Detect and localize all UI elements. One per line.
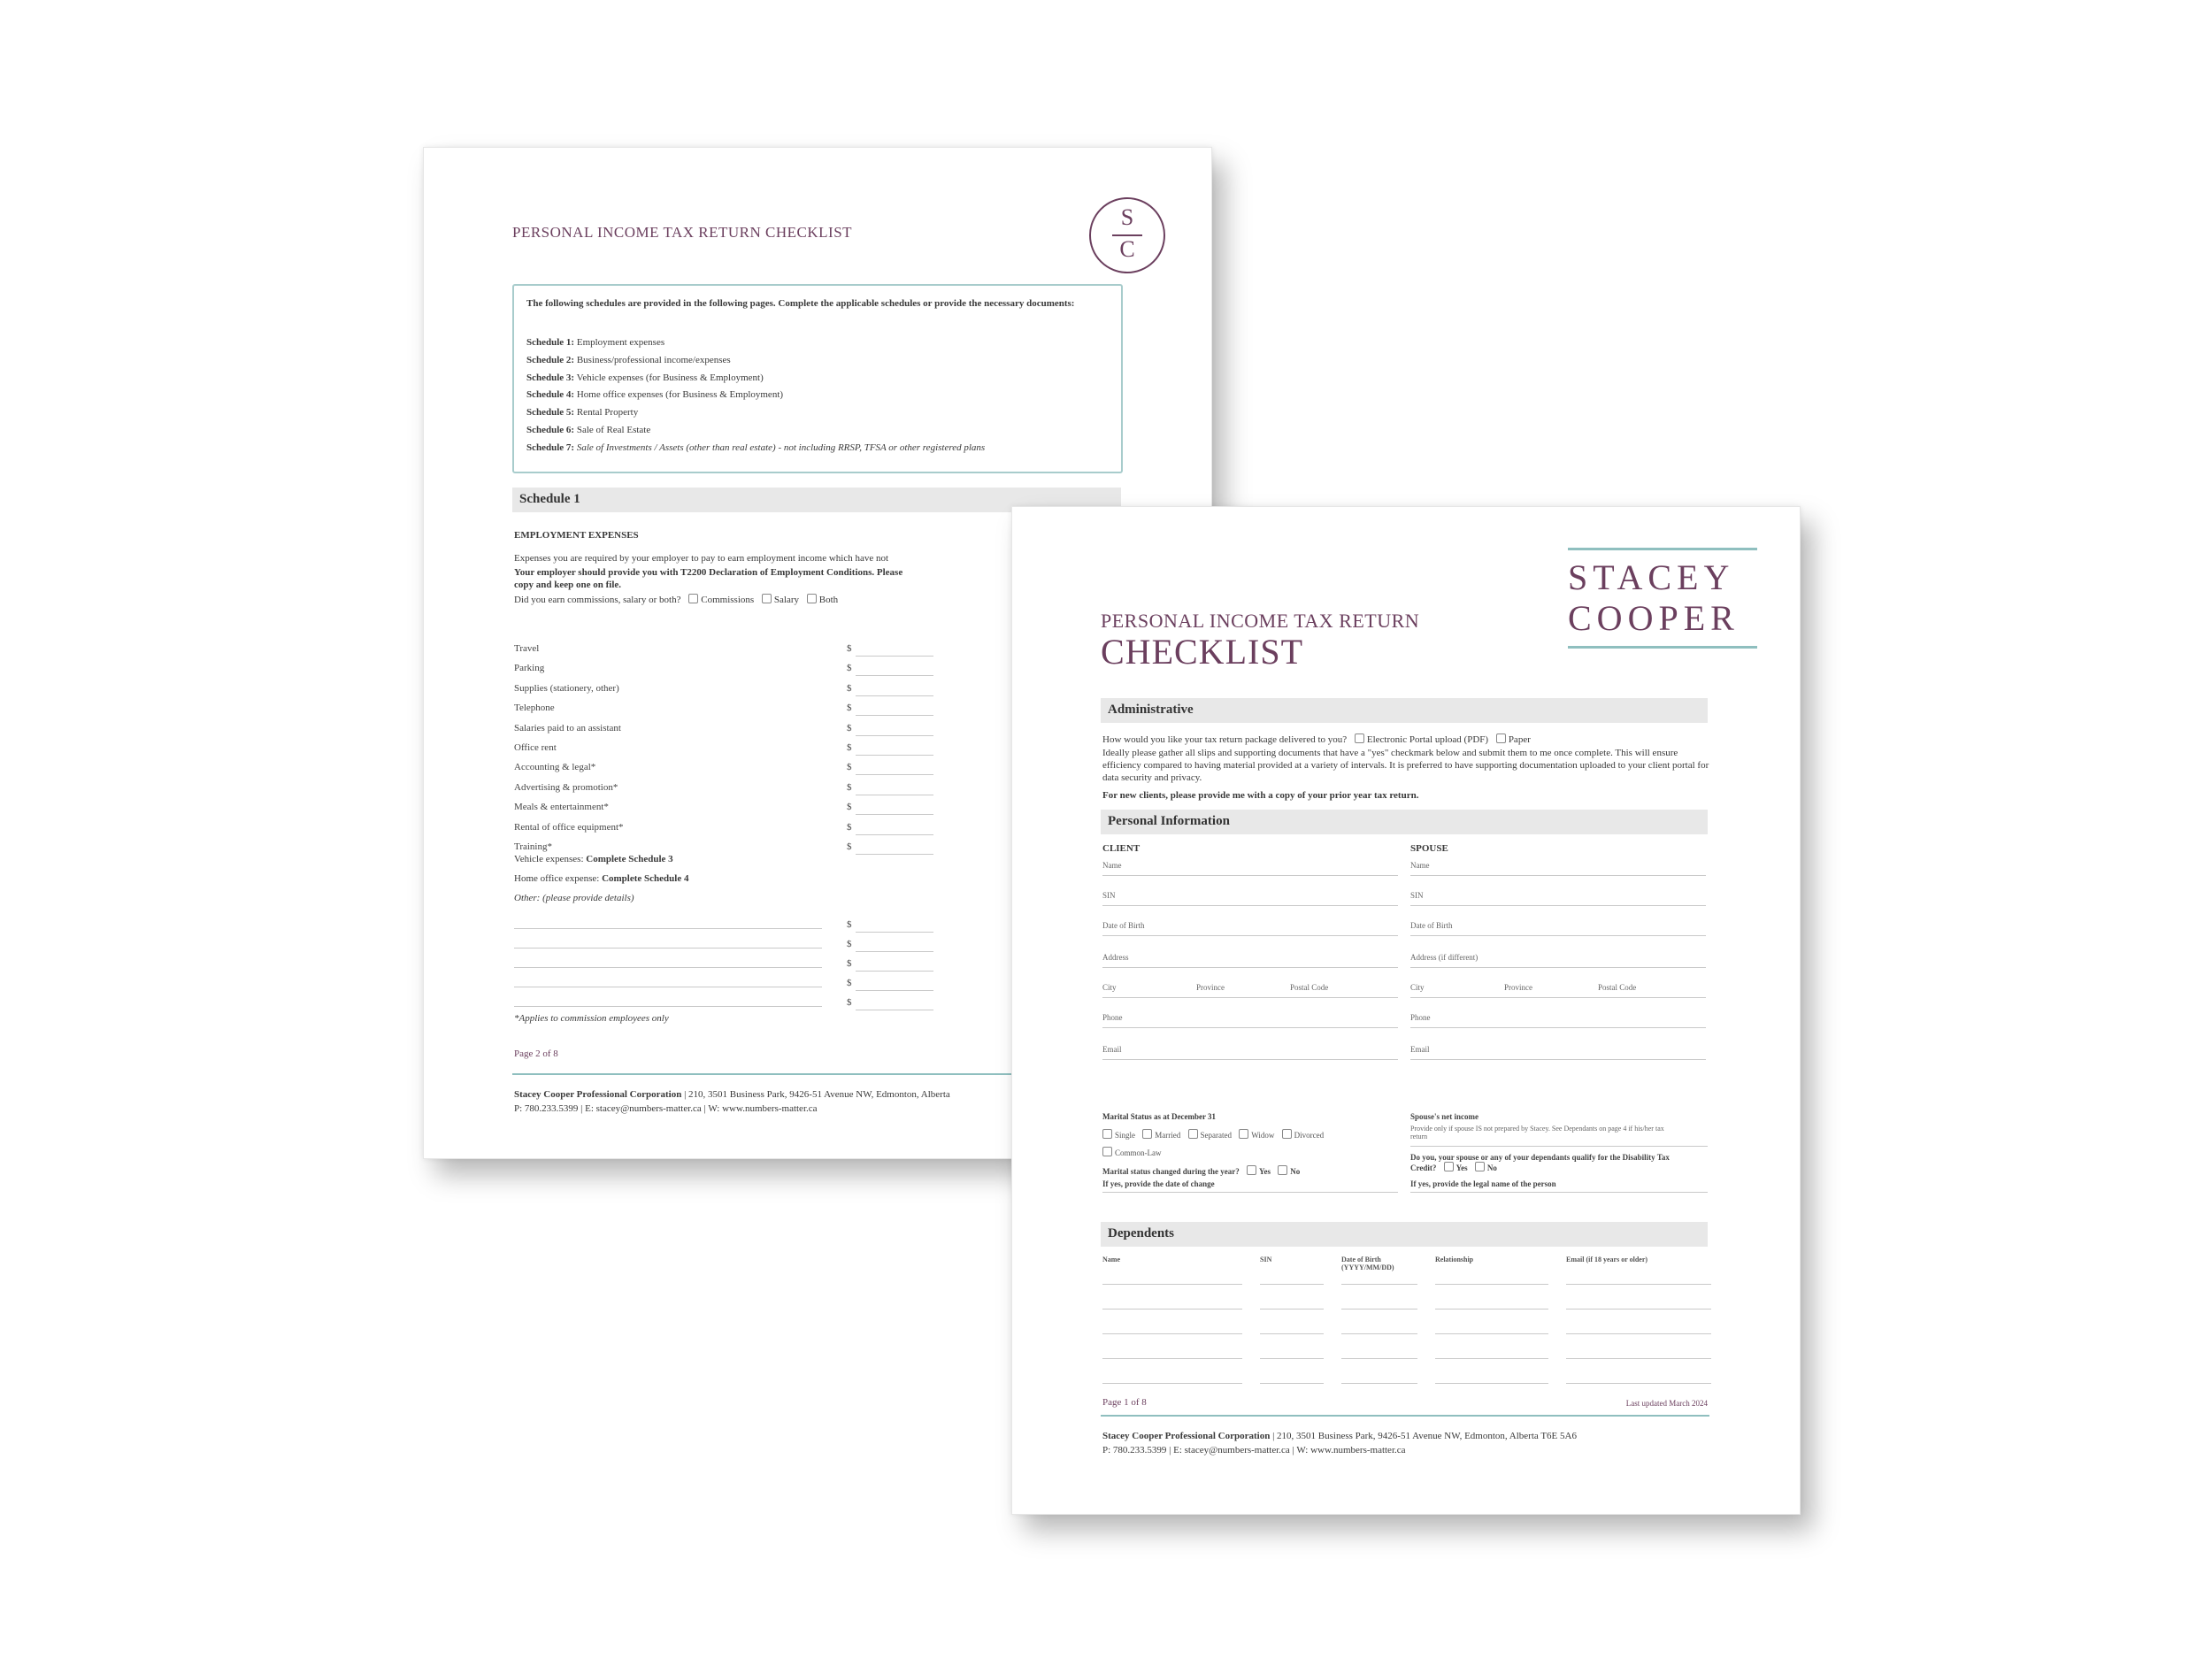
- client-field-label: City: [1102, 983, 1117, 992]
- section-bar-schedule-1: Schedule 1: [512, 488, 1121, 512]
- intro-line-1: Expenses you are required by your employer to pay to earn employment income which have not: [514, 553, 889, 564]
- client-input-line[interactable]: [1102, 1059, 1398, 1060]
- expense-amount-field[interactable]: [856, 695, 933, 696]
- expense-amount-field[interactable]: [856, 755, 933, 756]
- dollar-sign: $: [847, 958, 852, 969]
- back-page-title: PERSONAL INCOME TAX RETURN CHECKLIST: [512, 224, 853, 241]
- disability-question: Do you, your spouse or any of your dependants qualify for the Disability Tax Credit? Yes No: [1410, 1153, 1670, 1172]
- dollar-sign: $: [847, 939, 852, 949]
- other-expense-line: Other: (please provide details): [514, 893, 634, 903]
- client-input-line[interactable]: [1102, 997, 1398, 998]
- client-input-line[interactable]: [1102, 905, 1398, 906]
- front-footer-divider: [1101, 1415, 1709, 1417]
- dependent-cell[interactable]: [1435, 1309, 1548, 1310]
- spouse-field-label: SIN: [1410, 891, 1424, 900]
- footnote: *Applies to commission employees only: [514, 1013, 669, 1024]
- dollar-sign: $: [847, 821, 852, 833]
- schedule-item: Schedule 5: Rental Property: [526, 407, 639, 418]
- dollar-sign: $: [847, 841, 852, 852]
- marital-change-question: Marital status changed during the year? Yes No: [1102, 1167, 1301, 1176]
- client-field-label: Name: [1102, 861, 1122, 870]
- spouse-income-note: Provide only if spouse IS not prepared by Stacey. See Dependants on page 4 if his/her tax return: [1410, 1125, 1664, 1141]
- expense-row-label: Accounting & legal*: [514, 762, 596, 773]
- intro-line-2: Your employer should provide you with T2200 Declaration of Employment Conditions. Please: [514, 567, 903, 578]
- other-expense-amount-field[interactable]: [856, 990, 933, 991]
- spouse-input-line[interactable]: [1410, 875, 1706, 876]
- checkbox-marital-change-no[interactable]: [1278, 1165, 1287, 1175]
- spouse-field-label: Province: [1504, 983, 1532, 992]
- other-expense-amount-field[interactable]: [856, 932, 933, 933]
- front-title-small: PERSONAL INCOME TAX RETURN: [1101, 610, 1420, 632]
- checkbox-marital-change-yes[interactable]: [1247, 1165, 1256, 1175]
- dependent-cell[interactable]: [1260, 1284, 1324, 1285]
- spouse-field-label: City: [1410, 983, 1425, 992]
- dependent-cell[interactable]: [1260, 1309, 1324, 1310]
- dependent-cell[interactable]: [1341, 1309, 1417, 1310]
- admin-paragraph: Ideally please gather all slips and supporting documents that have a "yes" checkmark below and submit them to me once complete. This will ensure efficiency compared to having material provided at a variety of intervals. It is preferred to have supporting documentation uploaded to your client portal for data security and privacy.: [1102, 748, 1709, 783]
- client-field-label: Email: [1102, 1045, 1122, 1054]
- dependent-cell[interactable]: [1566, 1284, 1711, 1285]
- checkbox-common-law[interactable]: [1102, 1147, 1112, 1156]
- delivery-question: How would you like your tax return package delivered to you? Electronic Portal upload (PDF) Paper: [1102, 734, 1531, 745]
- disability-name-label: If yes, provide the legal name of the person: [1410, 1179, 1556, 1188]
- dependent-cell[interactable]: [1566, 1358, 1711, 1359]
- checkbox-salary[interactable]: [762, 594, 772, 603]
- spouse-input-line[interactable]: [1410, 1059, 1706, 1060]
- dollar-sign: $: [847, 682, 852, 694]
- front-footer-contact: P: 780.233.5399 | E: stacey@numbers-matter.ca | W: www.numbers-matter.ca: [1102, 1445, 1406, 1455]
- checkbox-widow[interactable]: [1239, 1129, 1248, 1139]
- checkbox-single[interactable]: [1102, 1129, 1112, 1139]
- dependent-cell[interactable]: [1102, 1383, 1242, 1384]
- expense-row-label: Salaries paid to an assistant: [514, 722, 621, 733]
- other-expense-amount-field[interactable]: [856, 951, 933, 952]
- schedule-item: Schedule 7: Sale of Investments / Assets (other than real estate) - not including RRSP, TFSA or other registered plans: [526, 442, 986, 453]
- disability-name-line[interactable]: [1410, 1192, 1708, 1193]
- dependents-column-header: Name: [1102, 1256, 1120, 1263]
- client-input-line[interactable]: [1102, 1027, 1398, 1028]
- marital-change-date: If yes, provide the date of change: [1102, 1179, 1215, 1188]
- dependent-cell[interactable]: [1566, 1383, 1711, 1384]
- other-expense-detail-field[interactable]: [514, 948, 822, 949]
- dependent-cell[interactable]: [1260, 1383, 1324, 1384]
- client-input-line[interactable]: [1102, 935, 1398, 936]
- client-field-label: Phone: [1102, 1013, 1123, 1022]
- expense-row-label: Rental of office equipment*: [514, 821, 624, 833]
- checklist-page-1: [1011, 506, 1801, 1515]
- expense-row-label: Meals & entertainment*: [514, 802, 609, 813]
- expense-row-label: Travel: [514, 643, 540, 654]
- dollar-sign: $: [847, 722, 852, 733]
- schedule-item: Schedule 3: Vehicle expenses (for Business & Employment): [526, 372, 764, 383]
- sc-monogram-logo: S C: [1089, 197, 1165, 273]
- spouse-income-line[interactable]: [1410, 1146, 1708, 1147]
- front-footer-company: Stacey Cooper Professional Corporation | 210, 3501 Business Park, 9426-51 Avenue NW, Edmonton, Alberta T6E 5A6: [1102, 1431, 1577, 1441]
- dependents-column-header: SIN: [1260, 1256, 1272, 1263]
- other-expense-detail-field[interactable]: [514, 928, 822, 929]
- marital-status-question: Marital Status as at December 31: [1102, 1112, 1217, 1121]
- dependent-cell[interactable]: [1435, 1358, 1548, 1359]
- last-updated: Last updated March 2024: [1625, 1399, 1708, 1408]
- dependent-cell[interactable]: [1102, 1309, 1242, 1310]
- marital-change-date-line[interactable]: [1102, 1192, 1398, 1193]
- vehicle-expense-line: Vehicle expenses: Complete Schedule 3: [514, 854, 673, 864]
- expense-amount-field[interactable]: [856, 814, 933, 815]
- dependents-column-header: Date of Birth (YYYY/MM/DD): [1341, 1256, 1394, 1271]
- dependent-cell[interactable]: [1435, 1383, 1548, 1384]
- spouse-heading: SPOUSE: [1410, 843, 1448, 854]
- spouse-input-line[interactable]: [1410, 935, 1706, 936]
- checkbox-both[interactable]: [807, 594, 817, 603]
- expense-row-label: Office rent: [514, 742, 557, 753]
- stacey-cooper-logo: STACEY COOPER: [1568, 548, 1757, 649]
- spouse-field-label: Phone: [1410, 1013, 1431, 1022]
- spouse-field-label: Postal Code: [1598, 983, 1637, 992]
- dependent-cell[interactable]: [1102, 1333, 1242, 1334]
- dependent-cell[interactable]: [1341, 1358, 1417, 1359]
- client-heading: CLIENT: [1102, 843, 1141, 854]
- client-input-line[interactable]: [1102, 967, 1398, 968]
- spouse-field-label: Email: [1410, 1045, 1430, 1054]
- expense-row-label: Supplies (stationery, other): [514, 682, 619, 694]
- dependent-cell[interactable]: [1341, 1333, 1417, 1334]
- expense-amount-field[interactable]: [856, 774, 933, 775]
- dependent-cell[interactable]: [1260, 1333, 1324, 1334]
- other-expense-detail-field[interactable]: [514, 967, 822, 968]
- spouse-field-label: Date of Birth: [1410, 921, 1453, 930]
- section-bar-dependents: Dependents: [1101, 1222, 1708, 1247]
- employment-expenses-heading: EMPLOYMENT EXPENSES: [514, 530, 639, 541]
- home-office-line: Home office expense: Complete Schedule 4: [514, 873, 689, 884]
- expense-amount-field[interactable]: [856, 834, 933, 835]
- dollar-sign: $: [847, 997, 852, 1008]
- dollar-sign: $: [847, 663, 852, 674]
- spouse-field-label: Name: [1410, 861, 1430, 870]
- expense-amount-field[interactable]: [856, 656, 933, 657]
- dependent-cell[interactable]: [1102, 1358, 1242, 1359]
- client-field-label: SIN: [1102, 891, 1116, 900]
- schedules-box: [512, 284, 1123, 473]
- checkbox-disability-yes[interactable]: [1444, 1162, 1454, 1171]
- schedules-intro: The following schedules are provided in the following pages. Complete the applicable schedules or provide the necessary documents:: [526, 298, 1075, 309]
- commission-question: Did you earn commissions, salary or both? Commissions Salary Both: [514, 595, 839, 605]
- dollar-sign: $: [847, 919, 852, 930]
- schedule-item: Schedule 2: Business/professional income/expenses: [526, 354, 731, 365]
- schedules-list: [526, 337, 1102, 454]
- dependent-cell[interactable]: [1102, 1284, 1242, 1285]
- dependent-cell[interactable]: [1435, 1284, 1548, 1285]
- checkbox-commissions[interactable]: [688, 594, 698, 603]
- client-field-label: Date of Birth: [1102, 921, 1145, 930]
- checkbox-divorced[interactable]: [1282, 1129, 1292, 1139]
- schedule-item: Schedule 1: Employment expenses: [526, 337, 665, 348]
- dependent-cell[interactable]: [1566, 1333, 1711, 1334]
- checkbox-disability-no[interactable]: [1475, 1162, 1485, 1171]
- back-page-number: Page 2 of 8: [514, 1048, 558, 1059]
- marital-status-options: Single Married Separated Widow Divorced Common-Law: [1097, 1126, 1363, 1162]
- expense-amount-field[interactable]: [856, 854, 933, 855]
- client-field-label: Address: [1102, 953, 1129, 962]
- dollar-sign: $: [847, 978, 852, 988]
- checkbox-paper[interactable]: [1496, 733, 1506, 743]
- front-page-number: Page 1 of 8: [1102, 1397, 1147, 1408]
- other-expense-amount-field[interactable]: [856, 971, 933, 972]
- spouse-income-heading: Spouse's net income: [1410, 1112, 1479, 1121]
- back-footer-company: Stacey Cooper Professional Corporation | 210, 3501 Business Park, 9426-51 Avenue NW, Edmonton, Alberta: [514, 1089, 950, 1100]
- schedule-item: Schedule 6: Sale of Real Estate: [526, 424, 651, 435]
- dependents-column-header: Relationship: [1435, 1256, 1474, 1263]
- dependent-cell[interactable]: [1566, 1309, 1711, 1310]
- dependent-cell[interactable]: [1435, 1333, 1548, 1334]
- client-field-label: Province: [1196, 983, 1225, 992]
- spouse-field-label: Address (if different): [1410, 953, 1479, 962]
- dependent-cell[interactable]: [1341, 1383, 1417, 1384]
- spouse-input-line[interactable]: [1410, 1027, 1706, 1028]
- expense-row-label: Advertising & promotion*: [514, 781, 618, 793]
- dependents-column-header: Email (if 18 years or older): [1566, 1256, 1648, 1263]
- section-bar-administrative: Administrative: [1101, 698, 1708, 723]
- expense-amount-field[interactable]: [856, 715, 933, 716]
- expense-row-label: Telephone: [514, 703, 555, 714]
- checkbox-separated[interactable]: [1188, 1129, 1198, 1139]
- expense-amount-field[interactable]: [856, 675, 933, 676]
- checkbox-married[interactable]: [1142, 1129, 1152, 1139]
- dollar-sign: $: [847, 781, 852, 793]
- back-footer-contact: P: 780.233.5399 | E: stacey@numbers-matter.ca | W: www.numbers-matter.ca: [514, 1103, 818, 1114]
- expense-amount-field[interactable]: [856, 735, 933, 736]
- schedule-item: Schedule 4: Home office expenses (for Business & Employment): [526, 389, 784, 401]
- dollar-sign: $: [847, 802, 852, 813]
- expense-row-label: Parking: [514, 663, 545, 674]
- checkbox-electronic-portal[interactable]: [1355, 733, 1364, 743]
- dependent-cell[interactable]: [1260, 1358, 1324, 1359]
- other-expense-detail-field[interactable]: [514, 1006, 822, 1007]
- spouse-input-line[interactable]: [1410, 967, 1706, 968]
- spouse-input-line[interactable]: [1410, 997, 1706, 998]
- client-input-line[interactable]: [1102, 875, 1398, 876]
- intro-line-3: copy and keep one on file.: [514, 580, 622, 590]
- dependent-cell[interactable]: [1341, 1284, 1417, 1285]
- front-title-large: CHECKLIST: [1101, 632, 1303, 672]
- client-field-label: Postal Code: [1290, 983, 1329, 992]
- expense-row-label: Training*: [514, 841, 552, 852]
- new-clients-note: For new clients, please provide me with a copy of your prior year tax return.: [1102, 790, 1419, 801]
- dollar-sign: $: [847, 742, 852, 753]
- spouse-input-line[interactable]: [1410, 905, 1706, 906]
- dollar-sign: $: [847, 703, 852, 714]
- dollar-sign: $: [847, 643, 852, 654]
- dollar-sign: $: [847, 762, 852, 773]
- section-bar-personal-information: Personal Information: [1101, 810, 1708, 834]
